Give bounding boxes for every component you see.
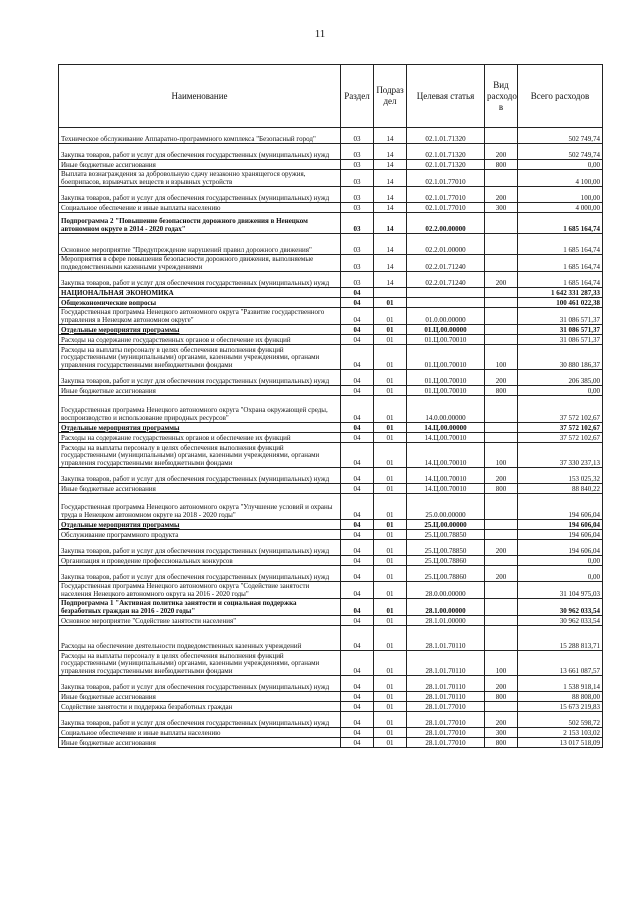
row-target: 25.Ц.00.78850	[407, 530, 485, 540]
row-name: Расходы на выплаты персоналу в целях обеспечения выполнения функций государственными (муниципальными) органами, казенными учреждениями, органами управления государственными внебюджетными фондами	[59, 651, 341, 676]
row-type	[485, 335, 518, 345]
row-type: 200	[485, 370, 518, 386]
row-total: 31 086 571,37	[518, 325, 603, 335]
table-row	[59, 651, 603, 676]
row-total: 1 642 331 287,33	[518, 288, 603, 298]
row-type: 200	[485, 144, 518, 160]
row-target: 28.1.01.77010	[407, 702, 485, 712]
page-number: 11	[314, 28, 326, 40]
row-target: 02.1.01.77010	[407, 170, 485, 187]
table-row	[59, 298, 603, 308]
row-total: 15 288 813,71	[518, 626, 603, 651]
row-name: Иные бюджетные ассигнования	[59, 160, 341, 170]
table-row	[59, 272, 603, 288]
row-total: 15 673 219,83	[518, 702, 603, 712]
table-row	[59, 234, 603, 255]
column-header-total: Всего расходов	[518, 65, 603, 128]
row-total: 13 017 518,09	[518, 738, 603, 748]
table-row	[59, 616, 603, 626]
row-subsection: 01	[374, 370, 407, 386]
row-total: 31 086 571,37	[518, 308, 603, 325]
row-section: 04	[341, 494, 374, 520]
row-total: 194 606,04	[518, 530, 603, 540]
row-target: 28.1.01.70110	[407, 692, 485, 702]
row-section: 04	[341, 626, 374, 651]
row-name: Расходы на выплаты персоналу в целях обеспечения выполнения функций государственными (муниципальными) органами, казенными учреждениями, органами управления государственными внебюджетными фондами	[59, 443, 341, 468]
row-name: Основное мероприятие "Содействие занятости населения"	[59, 616, 341, 626]
row-target: 14.0.00.00000	[407, 396, 485, 423]
row-subsection: 14	[374, 234, 407, 255]
row-target: 28.1.01.77010	[407, 712, 485, 728]
row-total: 88 840,22	[518, 484, 603, 494]
row-name: Подпрограмма 1 "Активная политика занятости и социальная поддержка безработных граждан на 2016 - 2020 годы"	[59, 599, 341, 616]
table-row	[59, 255, 603, 272]
row-subsection: 14	[374, 170, 407, 187]
row-section: 04	[341, 599, 374, 616]
row-name: Государственная программа Ненецкого автономного округа "Развитие государственного управления в Ненецком автономном округе"	[59, 308, 341, 325]
row-total: 30 962 033,54	[518, 616, 603, 626]
row-name: Закупка товаров, работ и услуг для обеспечения государственных (муниципальных) нужд	[59, 187, 341, 203]
row-target: 02.2.01.71240	[407, 272, 485, 288]
row-subsection: 01	[374, 582, 407, 599]
row-subsection: 01	[374, 712, 407, 728]
row-section: 03	[341, 128, 374, 144]
row-type: 200	[485, 468, 518, 484]
table-row	[59, 325, 603, 335]
row-subsection	[374, 288, 407, 298]
row-target: 01.0.00.00000	[407, 308, 485, 325]
row-total: 30 962 033,54	[518, 599, 603, 616]
row-name: Закупка товаров, работ и услуг для обеспечения государственных (муниципальных) нужд	[59, 370, 341, 386]
table-row	[59, 712, 603, 728]
row-name: Отдельные мероприятия программы	[59, 423, 341, 433]
row-section: 04	[341, 308, 374, 325]
row-subsection: 01	[374, 626, 407, 651]
row-subsection: 01	[374, 520, 407, 530]
row-target: 01.Ц.00.70010	[407, 345, 485, 370]
row-target: 01.Ц.00.70010	[407, 370, 485, 386]
row-target: 14.Ц.00.70010	[407, 484, 485, 494]
row-target: 01.Ц.00.70010	[407, 386, 485, 396]
row-total: 100 461 022,38	[518, 298, 603, 308]
row-type: 100	[485, 443, 518, 468]
row-name: Расходы на обеспечение деятельности подведомственных казенных учреждений	[59, 626, 341, 651]
row-type	[485, 234, 518, 255]
row-subsection: 14	[374, 255, 407, 272]
row-type	[485, 494, 518, 520]
table-row	[59, 494, 603, 520]
row-subsection: 14	[374, 213, 407, 234]
table-row	[59, 738, 603, 748]
table-row	[59, 423, 603, 433]
row-total: 0,00	[518, 566, 603, 582]
row-section: 03	[341, 234, 374, 255]
row-section: 04	[341, 651, 374, 676]
row-total: 0,00	[518, 556, 603, 566]
row-target: 28.0.00.00000	[407, 582, 485, 599]
row-type: 800	[485, 160, 518, 170]
row-target: 25.Ц.00.00000	[407, 520, 485, 530]
row-type	[485, 520, 518, 530]
row-section: 04	[341, 616, 374, 626]
row-name: Закупка товаров, работ и услуг для обеспечения государственных (муниципальных) нужд	[59, 144, 341, 160]
row-name: Расходы на выплаты персоналу в целях обеспечения выполнения функций государственными (муниципальными) органами, казенными учреждениями, органами управления государственными внебюджетными фондами	[59, 345, 341, 370]
row-type	[485, 255, 518, 272]
row-type	[485, 556, 518, 566]
row-total: 1 538 918,14	[518, 676, 603, 692]
column-header-section: Раздел	[341, 65, 374, 128]
row-section: 04	[341, 443, 374, 468]
row-type: 100	[485, 651, 518, 676]
row-name: Расходы на содержание государственных органов и обеспечение их функций	[59, 433, 341, 443]
row-section: 04	[341, 386, 374, 396]
table-row	[59, 599, 603, 616]
table-row	[59, 170, 603, 187]
row-section: 04	[341, 335, 374, 345]
row-subsection: 14	[374, 160, 407, 170]
row-subsection: 01	[374, 738, 407, 748]
row-name: Иные бюджетные ассигнования	[59, 386, 341, 396]
row-type: 300	[485, 728, 518, 738]
row-name: Закупка товаров, работ и услуг для обеспечения государственных (муниципальных) нужд	[59, 566, 341, 582]
row-total: 37 572 102,67	[518, 396, 603, 423]
row-type	[485, 288, 518, 298]
row-name: Содействие занятости и поддержка безработных граждан	[59, 702, 341, 712]
row-subsection: 14	[374, 203, 407, 213]
table-row	[59, 345, 603, 370]
row-total: 0,00	[518, 160, 603, 170]
row-subsection: 01	[374, 468, 407, 484]
row-subsection: 01	[374, 692, 407, 702]
row-name: Обслуживание программного продукта	[59, 530, 341, 540]
row-target: 25.0.00.00000	[407, 494, 485, 520]
row-total: 206 385,00	[518, 370, 603, 386]
row-total: 4 000,00	[518, 203, 603, 213]
row-type: 800	[485, 738, 518, 748]
row-section: 04	[341, 396, 374, 423]
row-name: Закупка товаров, работ и услуг для обеспечения государственных (муниципальных) нужд	[59, 272, 341, 288]
row-section: 04	[341, 582, 374, 599]
table-row	[59, 443, 603, 468]
row-target: 01.Ц.00.00000	[407, 325, 485, 335]
row-target	[407, 288, 485, 298]
table-row	[59, 692, 603, 702]
row-section: 04	[341, 520, 374, 530]
row-type: 100	[485, 345, 518, 370]
row-total: 502 749,74	[518, 144, 603, 160]
row-section: 04	[341, 298, 374, 308]
table-row	[59, 540, 603, 556]
row-target: 02.1.01.71320	[407, 128, 485, 144]
row-target: 02.1.01.71320	[407, 160, 485, 170]
row-name: Закупка товаров, работ и услуг для обеспечения государственных (муниципальных) нужд	[59, 468, 341, 484]
row-name: Отдельные мероприятия программы	[59, 325, 341, 335]
row-name: Иные бюджетные ассигнования	[59, 484, 341, 494]
row-target: 02.2.01.00000	[407, 234, 485, 255]
row-section: 04	[341, 566, 374, 582]
row-total: 4 100,00	[518, 170, 603, 187]
row-section: 04	[341, 423, 374, 433]
column-header-target: Целевая статья	[407, 65, 485, 128]
row-type	[485, 128, 518, 144]
row-section: 04	[341, 556, 374, 566]
row-target	[407, 298, 485, 308]
row-section: 03	[341, 144, 374, 160]
row-target: 28.1.01.70110	[407, 676, 485, 692]
row-target: 02.2.01.71240	[407, 255, 485, 272]
table-row	[59, 213, 603, 234]
row-section: 04	[341, 433, 374, 443]
row-subsection: 14	[374, 144, 407, 160]
row-type: 200	[485, 676, 518, 692]
row-target: 14.Ц.00.70010	[407, 468, 485, 484]
row-total: 502 598,72	[518, 712, 603, 728]
row-name: Закупка товаров, работ и услуг для обеспечения государственных (муниципальных) нужд	[59, 676, 341, 692]
row-type: 200	[485, 272, 518, 288]
row-subsection: 01	[374, 433, 407, 443]
table-row	[59, 582, 603, 599]
row-section: 03	[341, 213, 374, 234]
row-section: 04	[341, 692, 374, 702]
row-type: 800	[485, 484, 518, 494]
row-target: 25.Ц.00.78860	[407, 566, 485, 582]
row-type	[485, 599, 518, 616]
row-section: 04	[341, 370, 374, 386]
row-total: 13 661 087,57	[518, 651, 603, 676]
row-type: 800	[485, 386, 518, 396]
row-subsection: 01	[374, 494, 407, 520]
row-type	[485, 702, 518, 712]
column-header-type: Вид расходо в	[485, 65, 518, 128]
row-subsection: 01	[374, 298, 407, 308]
row-name: Организация и проведение профессиональных конкурсов	[59, 556, 341, 566]
row-subsection: 01	[374, 616, 407, 626]
row-total: 1 685 164,74	[518, 272, 603, 288]
row-total: 1 685 164,74	[518, 255, 603, 272]
row-name: Государственная программа Ненецкого автономного округа "Улучшение условий и охраны труда в Ненецком автономном округе на 2018 - 2020 годы"	[59, 494, 341, 520]
row-section: 04	[341, 676, 374, 692]
row-total: 88 808,00	[518, 692, 603, 702]
row-subsection: 01	[374, 566, 407, 582]
row-section: 04	[341, 738, 374, 748]
row-name: Иные бюджетные ассигнования	[59, 738, 341, 748]
table-row	[59, 728, 603, 738]
row-target: 02.1.01.77010	[407, 203, 485, 213]
table-row	[59, 396, 603, 423]
row-total: 31 086 571,37	[518, 335, 603, 345]
table-row	[59, 433, 603, 443]
table-row	[59, 566, 603, 582]
table-row	[59, 626, 603, 651]
row-section: 04	[341, 325, 374, 335]
row-total: 2 153 103,02	[518, 728, 603, 738]
row-target: 28.1.01.70110	[407, 651, 485, 676]
table-row	[59, 128, 603, 144]
row-total: 194 606,04	[518, 540, 603, 556]
row-type	[485, 325, 518, 335]
row-section: 04	[341, 702, 374, 712]
row-type	[485, 298, 518, 308]
row-subsection: 01	[374, 556, 407, 566]
table-row	[59, 520, 603, 530]
row-total: 37 330 237,13	[518, 443, 603, 468]
row-subsection: 01	[374, 325, 407, 335]
row-name: НАЦИОНАЛЬНАЯ ЭКОНОМИКА	[59, 288, 341, 298]
row-name: Расходы на содержание государственных органов и обеспечение их функций	[59, 335, 341, 345]
row-total: 31 104 975,03	[518, 582, 603, 599]
row-target: 28.1.01.77010	[407, 738, 485, 748]
row-subsection: 01	[374, 530, 407, 540]
row-section: 04	[341, 728, 374, 738]
row-type	[485, 170, 518, 187]
row-name: Подпрограмма 2 "Повышение безопасности дорожного движения в Ненецком автономном округе в 2014 - 2020 годах"	[59, 213, 341, 234]
row-type	[485, 308, 518, 325]
row-target: 28.1.01.77010	[407, 728, 485, 738]
row-subsection: 01	[374, 396, 407, 423]
row-section: 04	[341, 288, 374, 298]
row-type: 200	[485, 566, 518, 582]
row-subsection: 14	[374, 187, 407, 203]
row-name: Отдельные мероприятия программы	[59, 520, 341, 530]
row-target: 14.Ц.00.70010	[407, 443, 485, 468]
row-subsection: 01	[374, 423, 407, 433]
table-body	[59, 128, 603, 748]
row-subsection: 01	[374, 599, 407, 616]
row-subsection: 01	[374, 345, 407, 370]
row-target: 25.Ц.00.78850	[407, 540, 485, 556]
table-row	[59, 556, 603, 566]
table-row	[59, 335, 603, 345]
row-target: 14.Ц.00.70010	[407, 433, 485, 443]
row-subsection: 01	[374, 386, 407, 396]
table-row	[59, 484, 603, 494]
row-subsection: 01	[374, 308, 407, 325]
row-section: 03	[341, 170, 374, 187]
row-section: 04	[341, 345, 374, 370]
table-row	[59, 187, 603, 203]
table-row	[59, 203, 603, 213]
row-type	[485, 530, 518, 540]
row-subsection: 01	[374, 540, 407, 556]
row-target: 02.2.00.00000	[407, 213, 485, 234]
row-total: 1 685 164,74	[518, 234, 603, 255]
row-target: 28.1.01.00000	[407, 616, 485, 626]
row-name: Выплата вознаграждения за добровольную сдачу незаконно хранящегося оружия, боеприпасов, взрывчатых веществ и взрывных устройств	[59, 170, 341, 187]
row-name: Основное мероприятие "Предупреждение нарушений правил дорожного движения"	[59, 234, 341, 255]
row-section: 04	[341, 540, 374, 556]
row-name: Социальное обеспечение и иные выплаты населению	[59, 728, 341, 738]
row-target: 14.Ц.00.00000	[407, 423, 485, 433]
row-name: Государственная программа Ненецкого автономного округа "Содействие занятости населения Ненецкого автономного округа на 2016 - 2020 годы"	[59, 582, 341, 599]
row-total: 100,00	[518, 187, 603, 203]
row-target: 28.1.01.70110	[407, 626, 485, 651]
row-subsection: 01	[374, 728, 407, 738]
row-total: 194 606,04	[518, 494, 603, 520]
row-name: Закупка товаров, работ и услуг для обеспечения государственных (муниципальных) нужд	[59, 540, 341, 556]
row-total: 0,00	[518, 386, 603, 396]
row-type	[485, 433, 518, 443]
table-row	[59, 144, 603, 160]
row-section: 03	[341, 203, 374, 213]
row-total: 37 572 102,67	[518, 433, 603, 443]
row-type: 200	[485, 712, 518, 728]
column-header-name: Наименование	[59, 65, 341, 128]
row-target: 25.Ц.00.78860	[407, 556, 485, 566]
row-type: 300	[485, 203, 518, 213]
row-type	[485, 423, 518, 433]
row-type: 800	[485, 692, 518, 702]
row-target: 02.1.01.77010	[407, 187, 485, 203]
table-row	[59, 386, 603, 396]
row-name: Социальное обеспечение и иные выплаты населению	[59, 203, 341, 213]
row-section: 04	[341, 530, 374, 540]
row-type	[485, 616, 518, 626]
row-type	[485, 396, 518, 423]
row-section: 04	[341, 712, 374, 728]
row-subsection: 01	[374, 443, 407, 468]
table-row	[59, 370, 603, 386]
row-target: 01.Ц.00.70010	[407, 335, 485, 345]
row-type: 200	[485, 187, 518, 203]
table-row	[59, 468, 603, 484]
row-section: 03	[341, 255, 374, 272]
row-subsection: 01	[374, 676, 407, 692]
table-row	[59, 288, 603, 298]
row-name: Государственная программа Ненецкого автономного округа "Охрана окружающей среды, воспроизводство и использование природных ресурсов"	[59, 396, 341, 423]
row-total: 502 749,74	[518, 128, 603, 144]
row-subsection: 01	[374, 651, 407, 676]
row-total: 153 025,32	[518, 468, 603, 484]
column-header-subsection: Подраз дел	[374, 65, 407, 128]
row-target: 02.1.01.71320	[407, 144, 485, 160]
row-section: 03	[341, 187, 374, 203]
row-total: 30 880 186,37	[518, 345, 603, 370]
row-subsection: 01	[374, 484, 407, 494]
row-subsection: 14	[374, 128, 407, 144]
row-type	[485, 626, 518, 651]
table-row	[59, 702, 603, 712]
row-subsection: 01	[374, 335, 407, 345]
row-total: 1 685 164,74	[518, 213, 603, 234]
table-row	[59, 530, 603, 540]
row-total: 194 606,04	[518, 520, 603, 530]
row-section: 04	[341, 484, 374, 494]
row-subsection: 01	[374, 702, 407, 712]
row-name: Общеэкономические вопросы	[59, 298, 341, 308]
row-type: 200	[485, 540, 518, 556]
row-name: Иные бюджетные ассигнования	[59, 692, 341, 702]
row-name: Закупка товаров, работ и услуг для обеспечения государственных (муниципальных) нужд	[59, 712, 341, 728]
budget-table	[58, 64, 603, 748]
row-section: 03	[341, 160, 374, 170]
row-target: 28.1.00.00000	[407, 599, 485, 616]
row-section: 04	[341, 468, 374, 484]
row-name: Техническое обслуживание Аппаратно-программного комплекса "Безопасный город"	[59, 128, 341, 144]
row-name: Мероприятия в сфере повышения безопасности дорожного движения, выполняемые подведомственными казенными учреждениями	[59, 255, 341, 272]
table-row	[59, 308, 603, 325]
row-type	[485, 213, 518, 234]
table-row	[59, 160, 603, 170]
row-subsection: 14	[374, 272, 407, 288]
row-section: 03	[341, 272, 374, 288]
table-row	[59, 676, 603, 692]
row-total: 37 572 102,67	[518, 423, 603, 433]
row-type	[485, 582, 518, 599]
table-header-row	[59, 65, 603, 128]
